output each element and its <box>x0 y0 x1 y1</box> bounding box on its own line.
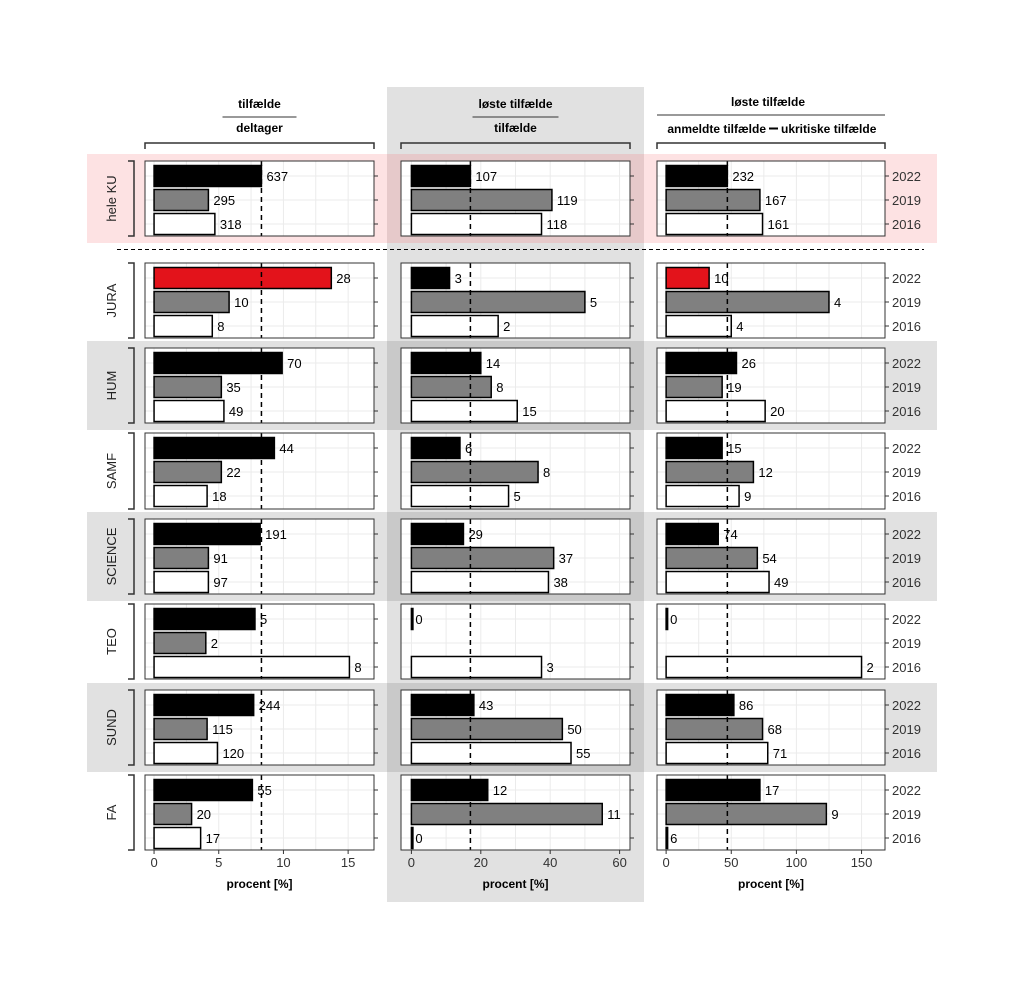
panel-2-hum-label-2019: 19 <box>727 380 742 395</box>
panel-2-hele-ku-label-2016: 161 <box>767 217 790 232</box>
year-label-2016: 2016 <box>892 404 921 419</box>
panel-1-sund-bar-2016 <box>411 743 571 764</box>
year-label-2016: 2016 <box>892 489 921 504</box>
panel-1-science-bar-2016 <box>411 572 548 593</box>
panel-0-samf-label-2022: 44 <box>279 441 294 456</box>
panel-2-teo-label-2022: 0 <box>670 612 678 627</box>
panel-2-jura-label-2019: 4 <box>833 295 842 310</box>
panel-1-xtick-label: 40 <box>542 855 558 870</box>
panel-1-xtick-label: 20 <box>473 855 489 870</box>
panel-1-hum-label-2019: 8 <box>496 380 504 395</box>
panel-1-science-bar-2019 <box>411 548 553 569</box>
panel-2-samf-bar-2016 <box>666 486 739 507</box>
panel-0-hele-ku-bar-2016 <box>154 214 215 235</box>
panel-0-hum-bar-2016 <box>154 401 224 422</box>
facet-bracket-jura <box>128 263 134 338</box>
panel-1-hele-ku-label-2022: 107 <box>475 169 498 184</box>
facet-label-jura: JURA <box>104 283 119 318</box>
panel-2-jura-bar-2019 <box>666 292 829 313</box>
panel-0-x-axis-title: procent [%] <box>226 877 293 891</box>
panel-2-science-bar-2022 <box>666 524 718 545</box>
year-label-2019: 2019 <box>892 193 921 208</box>
panel-2-header-denominator-left: anmeldte tilfælde <box>667 122 766 136</box>
panel-2-header-bracket <box>657 143 885 149</box>
panel-0-hele-ku-bar-2022 <box>154 166 261 187</box>
panel-2-header-numerator: løste tilfælde <box>730 95 806 109</box>
panel-2-x-axis-title: procent [%] <box>738 877 804 891</box>
year-label-2016: 2016 <box>892 319 921 334</box>
panel-0-teo-bar-2016 <box>154 657 349 678</box>
panel-0-fa-bar-2022 <box>154 780 252 801</box>
panel-1-science-label-2022: 29 <box>468 527 483 542</box>
panel-1-fa-label-2022: 12 <box>492 783 508 798</box>
panel-2-hum-label-2022: 26 <box>741 356 756 371</box>
panel-1-hele-ku-bar-2019 <box>411 190 552 211</box>
panel-1-sund-bar-2019 <box>411 719 562 740</box>
year-label-2022: 2022 <box>892 441 921 456</box>
panel-2-hele-ku-label-2019: 167 <box>764 193 787 208</box>
panel-0-xtick-label: 5 <box>215 855 223 870</box>
panel-0-jura-bar-2022 <box>154 268 331 289</box>
panel-2-samf-label-2019: 12 <box>758 465 773 480</box>
year-label-2016: 2016 <box>892 831 921 846</box>
panel-0-science-bar-2019 <box>154 548 208 569</box>
panel-2-xtick-label: 100 <box>785 855 808 870</box>
panel-2-xtick-label: 0 <box>662 855 670 870</box>
panel-2-teo-bar-2022 <box>666 609 668 630</box>
facet-label-teo: TEO <box>104 628 119 655</box>
panel-1-fa-label-2019: 11 <box>607 807 621 822</box>
panel-1-samf-bar-2016 <box>411 486 508 507</box>
panel-1-hele-ku-bar-2016 <box>411 214 541 235</box>
panel-2-jura-label-2022: 10 <box>714 271 729 286</box>
panel-1-jura-bar-2016 <box>411 316 498 337</box>
panel-2-jura-label-2016: 4 <box>736 319 744 334</box>
panel-0-science-label-2022: 191 <box>265 527 287 542</box>
panel-1-hum-bar-2019 <box>411 377 491 398</box>
panel-2-teo-bar-2016 <box>666 657 861 678</box>
facet-bracket-samf <box>128 433 134 509</box>
panel-1-jura-bar-2022 <box>411 268 449 289</box>
panel-2-sund-bar-2016 <box>666 743 768 764</box>
facet-bracket-fa <box>128 775 134 850</box>
year-label-2016: 2016 <box>892 660 921 675</box>
panel-2-fa-label-2019: 9 <box>831 807 839 822</box>
panel-1-science-label-2019: 37 <box>558 551 574 566</box>
facet-label-science: SCIENCE <box>104 527 119 586</box>
panel-0-header-numerator: tilfælde <box>238 97 281 111</box>
panel-1-teo-label-2016: 3 <box>546 660 554 675</box>
panel-0-teo-bar-2019 <box>154 633 206 654</box>
panel-1-hum-bar-2016 <box>411 401 517 422</box>
panel-1-jura-label-2019: 5 <box>589 295 598 310</box>
facet-bracket-teo <box>128 604 134 679</box>
panel-0-jura-label-2016: 8 <box>217 319 225 334</box>
panel-2-sund-label-2019: 68 <box>767 722 783 737</box>
year-label-2022: 2022 <box>892 169 921 184</box>
panel-0-fa-label-2022: 55 <box>257 783 272 798</box>
panel-2-science-label-2022: 74 <box>723 527 738 542</box>
panel-1-hele-ku-bar-2022 <box>411 166 470 187</box>
panel-0-teo-label-2022: 5 <box>259 612 268 627</box>
panel-2-hum-label-2016: 20 <box>770 404 785 419</box>
year-label-2022: 2022 <box>892 356 921 371</box>
panel-0-hum-bar-2019 <box>154 377 221 398</box>
panel-0-samf-label-2019: 22 <box>226 465 241 480</box>
panel-2-header-denominator-right: ukritiske tilfælde <box>781 122 877 136</box>
panel-0-xtick-label: 10 <box>276 855 291 870</box>
panel-1-hum-label-2022: 14 <box>485 356 501 371</box>
panel-1-samf-label-2022: 6 <box>464 441 473 456</box>
panel-1-jura-label-2016: 2 <box>503 319 511 334</box>
panel-0-xtick-label: 15 <box>340 855 356 870</box>
panel-1-teo-bar-2016 <box>411 657 541 678</box>
panel-2-fa-bar-2022 <box>666 780 760 801</box>
panel-2-jura-bar-2016 <box>666 316 731 337</box>
facet-label-hum: HUM <box>104 370 119 401</box>
facet-label-sund: SUND <box>104 709 119 746</box>
panel-1-science-label-2016: 38 <box>553 575 568 590</box>
panel-2-hele-ku-bar-2016 <box>666 214 762 235</box>
panel-1-jura-bar-2019 <box>411 292 584 313</box>
facet-label-fa: FA <box>104 804 119 821</box>
panel-2-science-bar-2019 <box>666 548 757 569</box>
panel-0-samf-bar-2022 <box>154 438 274 459</box>
panel-2-fa-bar-2016 <box>666 828 668 849</box>
year-label-2022: 2022 <box>892 527 921 542</box>
panel-2-fa-bar-2019 <box>666 804 826 825</box>
panel-2-fa-label-2022: 17 <box>764 783 780 798</box>
panel-0-sund-label-2019: 115 <box>212 722 233 737</box>
panel-0-jura-label-2022: 28 <box>336 271 351 286</box>
panel-2-hele-ku-bar-2019 <box>666 190 760 211</box>
panel-1-fa-bar-2016 <box>411 828 413 849</box>
panel-2-sund-label-2016: 71 <box>772 746 788 761</box>
panel-0-teo-bar-2022 <box>154 609 255 630</box>
panel-0-header-denominator: deltager <box>236 121 283 135</box>
panel-1-sund-label-2019: 50 <box>567 722 582 737</box>
panel-2-jura-bar-2022 <box>666 268 709 289</box>
panel-2-hele-ku-bar-2022 <box>666 166 727 187</box>
panel-0-sund-bar-2016 <box>154 743 217 764</box>
year-label-2016: 2016 <box>892 217 921 232</box>
panel-0-fa-label-2016: 17 <box>205 831 221 846</box>
panel-1-samf-label-2019: 8 <box>543 465 551 480</box>
facet-label-samf: SAMF <box>104 452 119 490</box>
panel-1-xtick-label: 0 <box>407 855 416 870</box>
panel-0-jura-label-2019: 10 <box>234 295 249 310</box>
panel-2-samf-label-2022: 15 <box>727 441 742 456</box>
panel-0-hum-label-2022: 70 <box>287 356 302 371</box>
panel-1-hele-ku-label-2016: 118 <box>546 217 568 232</box>
panel-0-sund-label-2016: 120 <box>222 746 245 761</box>
panel-0-hele-ku-bar-2019 <box>154 190 208 211</box>
panel-1-xtick-label: 60 <box>612 855 627 870</box>
panel-0-teo-label-2016: 8 <box>354 660 362 675</box>
panel-0-sund-bar-2022 <box>154 695 254 716</box>
panel-0-jura-bar-2019 <box>154 292 229 313</box>
year-label-2019: 2019 <box>892 551 921 566</box>
panel-1-sund-label-2016: 55 <box>576 746 591 761</box>
year-label-2019: 2019 <box>892 807 921 822</box>
panel-2-hele-ku-label-2022: 232 <box>732 169 755 184</box>
panel-1-samf-label-2016: 5 <box>513 489 521 504</box>
panel-2-xtick-label: 150 <box>850 855 873 870</box>
panel-2-samf-label-2016: 9 <box>744 489 752 504</box>
year-label-2019: 2019 <box>892 722 921 737</box>
panel-0-header-bracket <box>145 143 374 149</box>
panel-2-fa-label-2016: 6 <box>670 831 678 846</box>
panel-0-jura-bar-2016 <box>154 316 212 337</box>
year-label-2019: 2019 <box>892 380 921 395</box>
panel-1-fa-label-2016: 0 <box>415 831 423 846</box>
panel-0-hum-label-2019: 35 <box>226 380 241 395</box>
panel-2-teo-label-2016: 2 <box>866 660 874 675</box>
panel-0-samf-bar-2019 <box>154 462 221 483</box>
year-label-2019: 2019 <box>892 295 921 310</box>
panel-1-science-bar-2022 <box>411 524 463 545</box>
panel-1-fa-bar-2019 <box>411 804 602 825</box>
year-label-2019: 2019 <box>892 636 921 651</box>
panel-0-fa-bar-2019 <box>154 804 192 825</box>
panel-0-fa-bar-2016 <box>154 828 201 849</box>
panel-0-hele-ku-label-2016: 318 <box>219 217 242 232</box>
panel-0-science-label-2019: 91 <box>213 551 228 566</box>
panel-0-hele-ku-label-2019: 295 <box>213 193 236 208</box>
panel-0-xtick-label: 0 <box>150 855 158 870</box>
panel-2-hum-bar-2016 <box>666 401 765 422</box>
panel-0-hum-bar-2022 <box>154 353 282 374</box>
panel-1-x-axis-title: procent [%] <box>482 877 549 891</box>
panel-0-science-label-2016: 97 <box>213 575 228 590</box>
panel-1-samf-bar-2022 <box>411 438 460 459</box>
panel-0-sund-bar-2019 <box>154 719 207 740</box>
year-label-2022: 2022 <box>892 271 921 286</box>
panel-1-sund-bar-2022 <box>411 695 473 716</box>
panel-2-hum-bar-2019 <box>666 377 722 398</box>
panel-1-hum-label-2016: 15 <box>522 404 537 419</box>
panel-2-samf-bar-2022 <box>666 438 722 459</box>
panel-2-sund-bar-2022 <box>666 695 734 716</box>
year-label-2019: 2019 <box>892 465 921 480</box>
panel-1-hele-ku-label-2019: 119 <box>556 193 578 208</box>
panel-2-science-label-2019: 54 <box>762 551 777 566</box>
facet-label-hele-ku: hele KU <box>104 175 119 222</box>
year-label-2016: 2016 <box>892 746 921 761</box>
panel-1-teo-label-2022: 0 <box>415 612 423 627</box>
panel-2-xtick-label: 50 <box>724 855 739 870</box>
panel-2-sund-label-2022: 86 <box>738 698 754 713</box>
panel-1-sund-label-2022: 43 <box>478 698 494 713</box>
panel-2-samf-bar-2019 <box>666 462 753 483</box>
panel-0-hum-label-2016: 49 <box>228 404 244 419</box>
panel-1-teo-bar-2022 <box>411 609 413 630</box>
panel-1-header-denominator: tilfælde <box>494 121 537 135</box>
panel-0-science-bar-2016 <box>154 572 208 593</box>
panel-0-samf-bar-2016 <box>154 486 207 507</box>
year-label-2022: 2022 <box>892 783 921 798</box>
panel-1-header-numerator: løste tilfælde <box>478 97 553 111</box>
panel-1-fa-bar-2022 <box>411 780 487 801</box>
year-label-2016: 2016 <box>892 575 921 590</box>
panel-0-samf-label-2016: 18 <box>212 489 227 504</box>
panel-0-science-bar-2022 <box>154 524 260 545</box>
panel-2-science-bar-2016 <box>666 572 769 593</box>
panel-1-samf-bar-2019 <box>411 462 538 483</box>
panel-2-science-label-2016: 49 <box>774 575 789 590</box>
panel-0-sund-label-2022: 244 <box>258 698 281 713</box>
year-label-2022: 2022 <box>892 612 921 627</box>
panel-2-hum-bar-2022 <box>666 353 736 374</box>
panel-1-jura-label-2022: 3 <box>454 271 462 286</box>
year-label-2022: 2022 <box>892 698 921 713</box>
panel-0-teo-label-2019: 2 <box>210 636 219 651</box>
panel-2-sund-bar-2019 <box>666 719 762 740</box>
panel-0-hele-ku-label-2022: 637 <box>266 169 289 184</box>
panel-0-fa-label-2019: 20 <box>196 807 212 822</box>
